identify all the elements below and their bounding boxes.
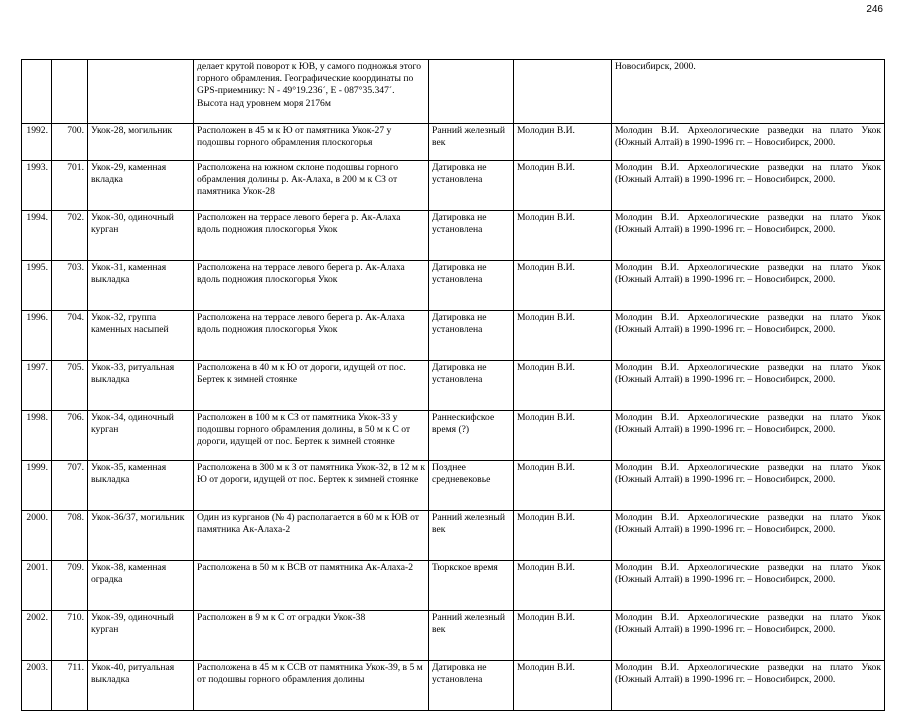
- dating-cell: Ранний железный век: [429, 124, 514, 161]
- name-cell: Укок-32, группа каменных насыпей: [88, 311, 194, 361]
- table-row: [22, 261, 885, 311]
- reg-number-cell: 1997.: [22, 361, 52, 411]
- author-cell: Молодин В.И.: [514, 411, 612, 461]
- dating-cell: Тюркское время: [429, 561, 514, 611]
- location-cell: Расположен в 45 м к Ю от памятника Укок-27 у подошвы горного обрамления плоскогорья: [194, 124, 429, 161]
- author-cell: [514, 60, 612, 124]
- source-cell: Молодин В.И. Археологические разведки на плато Укок (Южный Алтай) в 1990-1996 гг. – Новосибирск, 2000.: [612, 161, 885, 211]
- table-row: [22, 161, 885, 211]
- name-cell: Укок-31, каменная выкладка: [88, 261, 194, 311]
- item-number-cell: 706.: [52, 411, 88, 461]
- table-row-continuation: [22, 60, 885, 124]
- table-row: [22, 561, 885, 611]
- name-cell: Укок-28, могильник: [88, 124, 194, 161]
- item-number-cell: [52, 60, 88, 124]
- reg-number-cell: 1999.: [22, 461, 52, 511]
- table-row: [22, 461, 885, 511]
- item-number-cell: 710.: [52, 611, 88, 661]
- item-number-cell: 708.: [52, 511, 88, 561]
- reg-number-cell: 1995.: [22, 261, 52, 311]
- reg-number-cell: [22, 60, 52, 124]
- location-cell: Расположен в 9 м к С от оградки Укок-38: [194, 611, 429, 661]
- item-number-cell: 700.: [52, 124, 88, 161]
- name-cell: Укок-30, одиночный курган: [88, 211, 194, 261]
- location-cell: Расположена в 45 м к ССВ от памятника Укок-39, в 5 м от подошвы горного обрамления долины: [194, 661, 429, 711]
- name-cell: Укок-33, ритуальная выкладка: [88, 361, 194, 411]
- source-cell: Новосибирск, 2000.: [612, 60, 885, 124]
- author-cell: Молодин В.И.: [514, 261, 612, 311]
- dating-cell: Позднее средневековье: [429, 461, 514, 511]
- item-number-cell: 707.: [52, 461, 88, 511]
- source-cell: Молодин В.И. Археологические разведки на плато Укок (Южный Алтай) в 1990-1996 гг. – Новосибирск, 2000.: [612, 211, 885, 261]
- dating-cell: Раннескифское время (?): [429, 411, 514, 461]
- reg-number-cell: 2001.: [22, 561, 52, 611]
- source-cell: Молодин В.И. Археологические разведки на плато Укок (Южный Алтай) в 1990-1996 гг. – Новосибирск, 2000.: [612, 561, 885, 611]
- name-cell: Укок-35, каменная выкладка: [88, 461, 194, 511]
- dating-cell: Ранний железный век: [429, 611, 514, 661]
- name-cell: Укок-34, одиночный курган: [88, 411, 194, 461]
- monuments-table: [21, 59, 885, 711]
- location-cell: Расположен в 100 м к СЗ от памятника Укок-33 у подошвы горного обрамления долины, в 50 м к С от дороги, идущей от пос. Бертек к зимней стоянке: [194, 411, 429, 461]
- item-number-cell: 701.: [52, 161, 88, 211]
- item-number-cell: 705.: [52, 361, 88, 411]
- reg-number-cell: 2003.: [22, 661, 52, 711]
- dating-cell: Датировка не установлена: [429, 361, 514, 411]
- author-cell: Молодин В.И.: [514, 361, 612, 411]
- table-row: [22, 611, 885, 661]
- location-cell: Расположена на южном склоне подошвы горного обрамления долины р. Ак-Алаха, в 200 м к СЗ от памятника Укок-28: [194, 161, 429, 211]
- author-cell: Молодин В.И.: [514, 611, 612, 661]
- dating-cell: Датировка не установлена: [429, 161, 514, 211]
- reg-number-cell: 1998.: [22, 411, 52, 461]
- table-row: [22, 411, 885, 461]
- name-cell: [88, 60, 194, 124]
- source-cell: Молодин В.И. Археологические разведки на плато Укок (Южный Алтай) в 1990-1996 гг. – Новосибирск, 2000.: [612, 261, 885, 311]
- author-cell: Молодин В.И.: [514, 461, 612, 511]
- author-cell: Молодин В.И.: [514, 211, 612, 261]
- page-number: 246: [866, 4, 883, 15]
- name-cell: Укок-40, ритуальная выкладка: [88, 661, 194, 711]
- author-cell: Молодин В.И.: [514, 561, 612, 611]
- dating-cell: Датировка не установлена: [429, 661, 514, 711]
- author-cell: Молодин В.И.: [514, 161, 612, 211]
- dating-cell: [429, 60, 514, 124]
- source-cell: Молодин В.И. Археологические разведки на плато Укок (Южный Алтай) в 1990-1996 гг. – Новосибирск, 2000.: [612, 311, 885, 361]
- location-cell: Расположен на террасе левого берега р. Ак-Алаха вдоль подножия плоскогорья Укок: [194, 211, 429, 261]
- reg-number-cell: 1994.: [22, 211, 52, 261]
- author-cell: Молодин В.И.: [514, 124, 612, 161]
- source-cell: Молодин В.И. Археологические разведки на плато Укок (Южный Алтай) в 1990-1996 гг. – Новосибирск, 2000.: [612, 461, 885, 511]
- reg-number-cell: 1993.: [22, 161, 52, 211]
- author-cell: Молодин В.И.: [514, 661, 612, 711]
- reg-number-cell: 2002.: [22, 611, 52, 661]
- name-cell: Укок-36/37, могильник: [88, 511, 194, 561]
- dating-cell: Ранний железный век: [429, 511, 514, 561]
- dating-cell: Датировка не установлена: [429, 261, 514, 311]
- source-cell: Молодин В.И. Археологические разведки на плато Укок (Южный Алтай) в 1990-1996 гг. – Новосибирск, 2000.: [612, 511, 885, 561]
- location-cell: Расположена на террасе левого берега р. Ак-Алаха вдоль подножия плоскогорья Укок: [194, 261, 429, 311]
- item-number-cell: 709.: [52, 561, 88, 611]
- reg-number-cell: 2000.: [22, 511, 52, 561]
- author-cell: Молодин В.И.: [514, 311, 612, 361]
- source-cell: Молодин В.И. Археологические разведки на плато Укок (Южный Алтай) в 1990-1996 гг. – Новосибирск, 2000.: [612, 361, 885, 411]
- table-row: [22, 211, 885, 261]
- table-row: [22, 661, 885, 711]
- dating-cell: Датировка не установлена: [429, 211, 514, 261]
- table-row: [22, 361, 885, 411]
- name-cell: Укок-29, каменная вкладка: [88, 161, 194, 211]
- source-cell: Молодин В.И. Археологические разведки на плато Укок (Южный Алтай) в 1990-1996 гг. – Новосибирск, 2000.: [612, 611, 885, 661]
- location-cell: Расположена в 40 м к Ю от дороги, идущей от пос. Бертек к зимней стоянке: [194, 361, 429, 411]
- source-cell: Молодин В.И. Археологические разведки на плато Укок (Южный Алтай) в 1990-1996 гг. – Новосибирск, 2000.: [612, 411, 885, 461]
- table-row: [22, 311, 885, 361]
- item-number-cell: 702.: [52, 211, 88, 261]
- location-cell: Расположена в 300 м к З от памятника Укок-32, в 12 м к Ю от дороги, идущей от пос. Бертек к зимней стоянке: [194, 461, 429, 511]
- item-number-cell: 711.: [52, 661, 88, 711]
- location-cell: делает крутой поворот к ЮВ, у самого подножья этого горного обрамления. Географические координаты по GPS-приемнику: N - 49°19.236´, E - 087°35.347´. Высота над уровнем моря 2176м: [194, 60, 429, 124]
- source-cell: Молодин В.И. Археологические разведки на плато Укок (Южный Алтай) в 1990-1996 гг. – Новосибирск, 2000.: [612, 124, 885, 161]
- reg-number-cell: 1996.: [22, 311, 52, 361]
- name-cell: Укок-38, каменная оградка: [88, 561, 194, 611]
- author-cell: Молодин В.И.: [514, 511, 612, 561]
- location-cell: Расположена в 50 м к ВСВ от памятника Ак-Алаха-2: [194, 561, 429, 611]
- item-number-cell: 703.: [52, 261, 88, 311]
- reg-number-cell: 1992.: [22, 124, 52, 161]
- location-cell: Один из курганов (№ 4) располагается в 60 м к ЮВ от памятника Ак-Алаха-2: [194, 511, 429, 561]
- source-cell: Молодин В.И. Археологические разведки на плато Укок (Южный Алтай) в 1990-1996 гг. – Новосибирск, 2000.: [612, 661, 885, 711]
- item-number-cell: 704.: [52, 311, 88, 361]
- table-row: [22, 124, 885, 161]
- location-cell: Расположена на террасе левого берега р. Ак-Алаха вдоль подножия плоскогорья Укок: [194, 311, 429, 361]
- name-cell: Укок-39, одиночный курган: [88, 611, 194, 661]
- dating-cell: Датировка не установлена: [429, 311, 514, 361]
- table-row: [22, 511, 885, 561]
